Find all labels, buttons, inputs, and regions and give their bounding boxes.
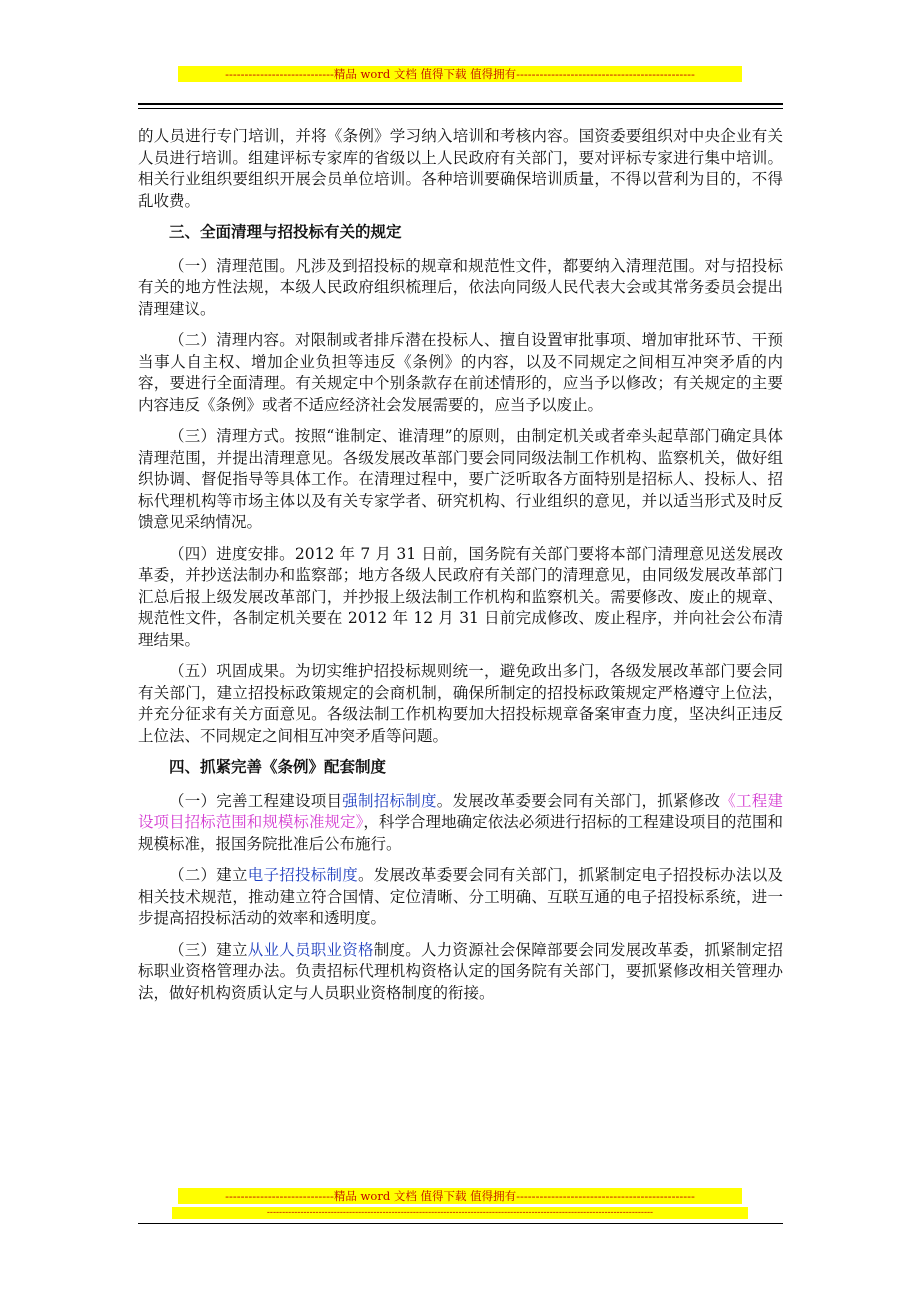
paragraph-3-4: （四）进度安排。2012 年 7 月 31 日前，国务院有关部门要将本部门清理意见送发展改革委，并抄送法制办和监察部；地方各级人民政府有关部门的清理意见，由同级发展改革部门汇总后报上级发展改革部门，并抄报上级法制工作机构和监察机关。需要修改、废止的规章、规范性文件，各制定机关要在 2012 年 12 月 31 日前完成修改、废止程序，并向社会公布清理结果。	[138, 544, 783, 649]
section-heading-4: 四、抓紧完善《条例》配套制度	[169, 758, 387, 776]
document-body	[138, 126, 783, 1014]
header-rule-thick	[138, 103, 783, 105]
paragraph-4-3-text-b: 制度。人力资源社会保障部要会同发展改革委，抓紧制定招标职业资格管理办法。负责招标代理机构资格认定的国务院有关部门，要抓紧修改相关管理办法，做好机构资质认定与人员职业资格制度的衔接。	[138, 940, 783, 1002]
link-practitioner-qualification[interactable]: 从业人员职业资格	[247, 940, 374, 959]
paragraph-4-2-text-b: 。发展改革委要会同有关部门，抓紧制定电子招投标办法以及相关技术规范，推动建立符合国情、定位清晰、分工明确、互联互通的电子招投标系统，进一步提高招投标活动的效率和透明度。	[138, 866, 783, 927]
paragraph-3-1: （一）清理范围。凡涉及到招投标的规章和规范性文件，都要纳入清理范围。对与招投标有关的地方性法规，本级人民政府组织梳理后，依法向同级人民代表大会或其常务委员会提出清理建议。	[138, 256, 783, 318]
paragraph-4-2-text-a: （二）建立	[169, 866, 248, 884]
header-rule-thin	[138, 108, 783, 109]
paragraph-4-3-text-a: （三）建立	[169, 940, 248, 959]
header-banner: ----------------------------精品 word 文档 值得下载 值得拥有----------------------------------------------	[178, 66, 742, 82]
footer-rule	[138, 1223, 783, 1224]
paragraph-3-2: （二）清理内容。对限制或者排斥潜在投标人、擅自设置审批事项、增加审批环节、干预当事人自主权、增加企业负担等违反《条例》的内容，以及不同规定之间相互冲突矛盾的内容，要进行全面清理。有关规定中个别条款存在前述情形的，应当予以修改；有关规定的主要内容违反《条例》或者不适应经济社会发展需要的，应当予以废止。	[138, 331, 783, 414]
paragraph-3-5: （五）巩固成果。为切实维护招投标规则统一，避免政出多门，各级发展改革部门要会同有关部门，建立招投标政策规定的会商机制，确保所制定的招投标政策规定严格遵守上位法，并充分征求有关方面意见。各级法制工作机构要加大招投标规章备案审查力度，坚决纠正违反上位法、不同规定之间相互冲突矛盾等问题。	[138, 662, 783, 745]
paragraph-4-1-text-a: （一）完善工程建设项目	[169, 791, 343, 810]
footer-banner: ----------------------------精品 word 文档 值得下载 值得拥有----------------------------------------------	[178, 1188, 742, 1204]
section-heading-3: 三、全面清理与招投标有关的规定	[169, 223, 402, 241]
paragraph-4-1	[138, 791, 783, 856]
link-mandatory-bidding-system[interactable]: 强制招标制度	[342, 791, 437, 810]
paragraph-4-1-text-c: ，科学合理地确定依法必须进行招标的工程建设项目的范围和规模标准，报国务院批准后公布施行。	[138, 813, 783, 853]
link-scope-and-scale-regulation[interactable]: 《工程建设项目招标范围和规模标准规定》	[138, 791, 783, 831]
paragraph-continuation: 的人员进行专门培训，并将《条例》学习纳入培训和考核内容。国资委要组织对中央企业有关人员进行培训。组建评标专家库的省级以上人民政府有关部门，要对评标专家进行集中培训。相关行业组织要组织开展会员单位培训。各种培训要确保培训质量，不得以营利为目的，不得乱收费。	[138, 127, 783, 210]
link-e-bidding-system[interactable]: 电子招投标制度	[247, 866, 358, 884]
footer-banner-dashes: -------------------------------------------------------------------------------------------------------------------------------	[172, 1207, 748, 1219]
paragraph-3-3: （三）清理方式。按照“谁制定、谁清理”的原则，由制定机关或者牵头起草部门确定具体清理范围，并提出清理意见。各级发展改革部门要会同同级法制工作机构、监察机关，做好组织协调、督促指导等具体工作。在清理过程中，要广泛听取各方面特别是招标人、投标人、招标代理机构等市场主体以及有关专家学者、研究机构、行业组织的意见，并以适当形式及时反馈意见采纳情况。	[138, 427, 783, 531]
paragraph-4-1-text-b: 。发展改革委要会同有关部门，抓紧修改	[436, 791, 721, 810]
paragraph-4-2	[138, 865, 783, 930]
paragraph-4-3	[138, 940, 783, 1005]
